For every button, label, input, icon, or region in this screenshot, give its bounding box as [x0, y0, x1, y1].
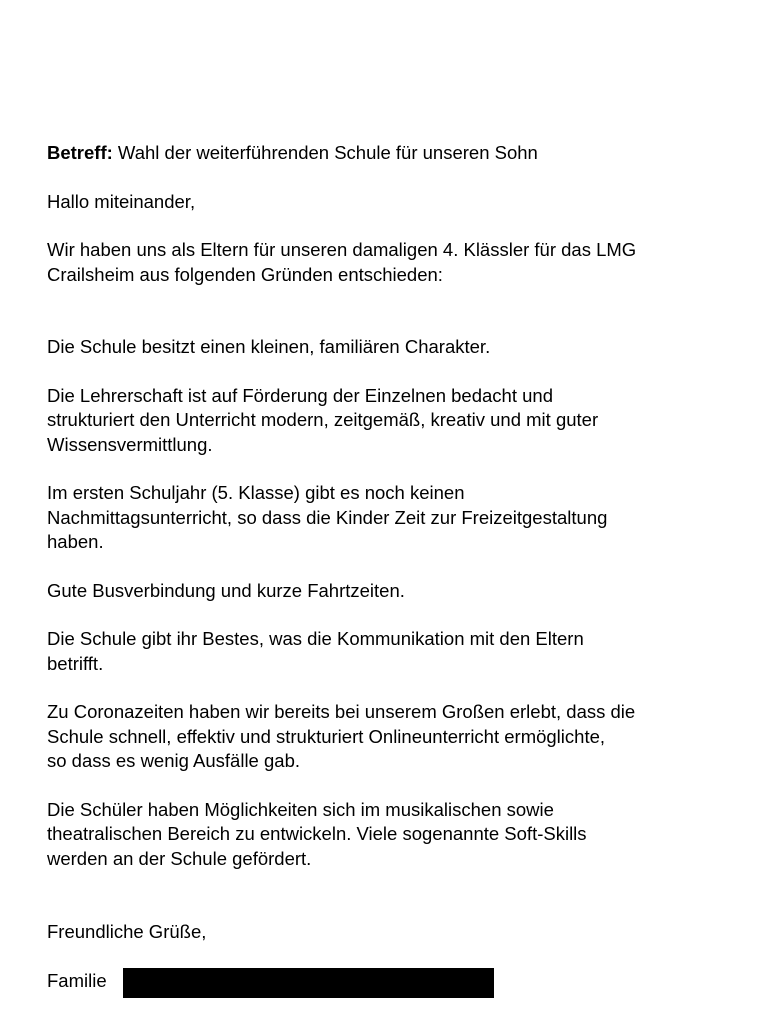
- redaction-bar: [123, 968, 494, 998]
- signature-label: Familie: [47, 969, 107, 991]
- subject-text: Wahl der weiterführenden Schule für unseren Sohn: [117, 142, 538, 163]
- signature-line: [47, 969, 747, 996]
- reason-paragraph: Zu Coronazeiten haben wir bereits bei unserem Großen erlebt, dass die Schule schnell, effektiv und strukturiert Onlineunterricht ermöglichte, so dass es wenig Ausfälle gab.: [47, 701, 636, 771]
- reason-paragraph: Im ersten Schuljahr (5. Klasse) gibt es noch keinen Nachmittagsunterricht, so dass die Kinder Zeit zur Freizeitgestaltung haben.: [47, 482, 608, 552]
- subject-label: Betreff:: [47, 142, 113, 163]
- reason-paragraph: Die Schule besitzt einen kleinen, familiären Charakter.: [47, 336, 491, 357]
- subject-line: [47, 141, 747, 166]
- reason-paragraph: Die Lehrerschaft ist auf Förderung der Einzelnen bedacht und strukturiert den Unterricht modern, zeitgemäß, kreativ und mit guter Wissensvermittlung.: [47, 384, 599, 455]
- reason-paragraph: Die Schüler haben Möglichkeiten sich im musikalischen sowie theatralischen Bereich zu entwickeln. Viele sogenannte Soft-Skills werden an der Schule gefördert.: [47, 798, 587, 869]
- reason-paragraph: Die Schule gibt ihr Bestes, was die Kommunikation mit den Eltern betrifft.: [47, 628, 584, 674]
- letter-body: [47, 141, 747, 996]
- intro-paragraph: Wir haben uns als Eltern für unseren damaligen 4. Klässler für das LMG Crailsheim aus folgenden Gründen entschieden:: [47, 239, 637, 285]
- reason-paragraph: Gute Busverbindung und kurze Fahrtzeiten.: [47, 579, 405, 601]
- closing: Freundliche Grüße,: [47, 921, 207, 942]
- greeting: Hallo miteinander,: [47, 190, 196, 212]
